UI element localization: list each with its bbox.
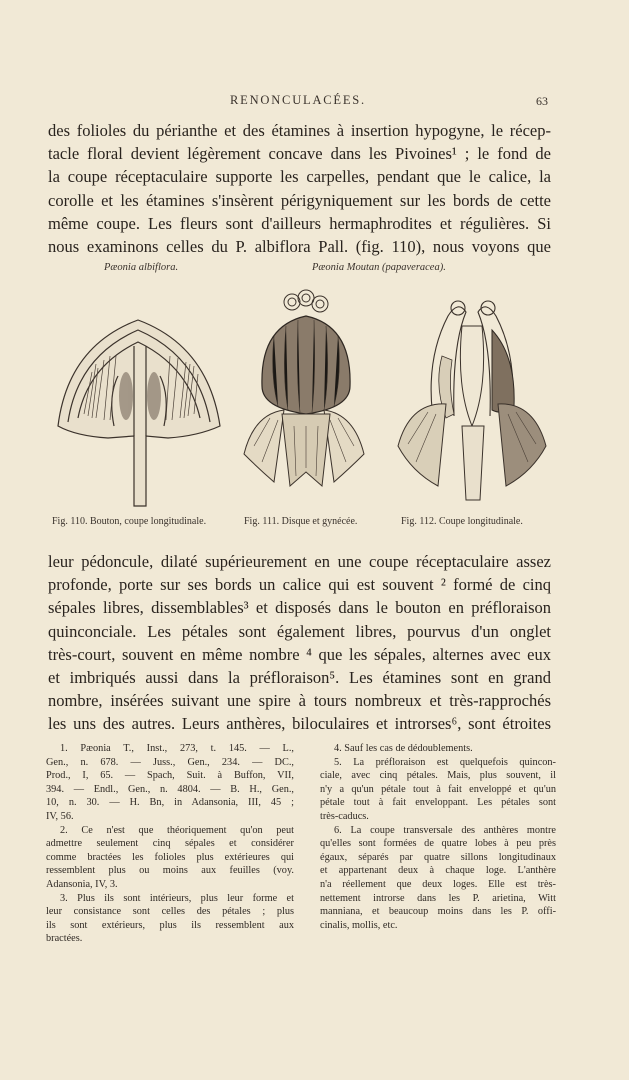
species-label-right: Pæonia Moutan (papaveracea).	[312, 262, 446, 273]
footnote-line: 10, n. 30. — H. Bn, in Adansonia, III, 45 ;	[46, 797, 294, 809]
text-line: leur pédoncule, dilaté supérieurement en une coupe réceptaculaire assez	[48, 552, 551, 571]
species-label-left: Pæonia albiflora.	[104, 262, 179, 273]
figure-plate	[48, 256, 558, 536]
footnote-line: admettre seulement cinq sépales et considérer	[46, 838, 294, 850]
footnote-line: 394. — Endl., Gen., n. 4804. — B. H., Gen.,	[46, 783, 294, 795]
footnote-line: ciale, avec cinq pétales. Mais, plus souvent, il	[320, 770, 556, 782]
figure-caption-112: Fig. 112. Coupe longitudinale.	[401, 516, 523, 527]
paragraph-mid	[48, 550, 551, 736]
text-line: même coupe. Les fleurs sont d'ailleurs hermaphrodites et régulières. Si	[48, 213, 551, 233]
footnote-line: comme bractées les folioles plus extérieures qui	[46, 851, 294, 863]
footnote-line: et appartenant deux à chaque loge. L'anthère	[320, 865, 556, 877]
footnotes-right-column	[320, 742, 556, 932]
footnote-line: nettement introrse dans les P. arietina, Witt	[320, 892, 556, 904]
text-line: les uns des autres. Leurs anthères, biloculaires et introrses⁶, sont étroites	[48, 714, 551, 734]
footnote-line: n'a réellement que deux loges. Elle est très-	[320, 878, 556, 890]
footnote-line: Adansonia, IV, 3.	[46, 878, 118, 890]
footnote-line: 3. Plus ils sont intérieurs, plus leur forme et	[60, 892, 294, 904]
footnote-line: Gen., n. 678. — Juss., Gen., 234. — DC.,	[46, 756, 294, 768]
footnote-line: 2. Ce n'est que théoriquement qu'on peut	[60, 824, 294, 836]
running-title: RENONCULACÉES.	[230, 93, 366, 107]
footnote-line: 1. Pæonia T., Inst., 273, t. 145. — L.,	[60, 743, 294, 754]
footnote-line: pétale tout à fait enveloppant. Les pétales sont	[320, 797, 556, 809]
figure-110-bud-section	[48, 286, 228, 510]
text-line: des folioles du périanthe et des étamines à insertion hypogyne, le récep-	[48, 121, 551, 140]
text-line: sépales libres, dissemblables³ et disposés dans le bouton en préfloraison	[48, 598, 551, 618]
footnote-line: égaux, séparés par quatre sillons longitudinaux	[320, 851, 556, 863]
footnote-line: qu'elles sont formées de quatre lobes à peu près	[320, 838, 556, 850]
running-head	[0, 93, 629, 111]
figure-112-longitudinal-section	[392, 286, 552, 510]
text-line: tacle floral devient légèrement concave dans les Pivoines¹ ; le fond de	[48, 144, 551, 164]
footnote-line: n'y a qu'un pétale tout à fait enveloppé et qu'un	[320, 783, 556, 795]
paragraph-top	[48, 119, 551, 258]
text-line: nous examinons celles du P. albiflora Pall. (fig. 110), nous voyons que	[48, 236, 551, 256]
footnote-line: très-caducs.	[320, 810, 369, 822]
footnote-line: Prod., I, 65. — Spach, Suit. à Buffon, VII,	[46, 770, 294, 782]
text-line: corolle et les étamines s'insèrent périgyniquement sur les bords de cette	[48, 190, 551, 210]
text-line: et imbriqués aussi dans la préfloraison⁵. Les étamines sont en grand	[48, 667, 551, 687]
footnote-line: IV, 56.	[46, 810, 74, 822]
figure-caption-111: Fig. 111. Disque et gynécée.	[244, 516, 358, 527]
footnote-line: cinalis, mollis, etc.	[320, 919, 398, 931]
footnote-line: 5. La préfloraison est quelquefois quincon-	[334, 756, 556, 768]
text-line: quinconciale. Les pétales sont également libres, pourvus d'un onglet	[48, 621, 551, 641]
figure-caption-110: Fig. 110. Bouton, coupe longitudinale.	[52, 516, 207, 527]
footnote-line: ressemblent plus ou moins aux feuilles (voy.	[46, 865, 294, 877]
footnote-line: bractées.	[46, 933, 83, 945]
text-line: profonde, porte sur ses bords un calice qui est souvent ² formé de cinq	[48, 575, 551, 595]
page-number: 63	[536, 94, 548, 108]
footnote-line: 4. Sauf les cas de dédoublements.	[334, 743, 473, 754]
text-line: la coupe réceptaculaire supporte les carpelles, pendant que le calice, la	[48, 167, 551, 187]
footnote-line: 6. La coupe transversale des anthères montre	[334, 824, 556, 836]
footnotes-left-column	[46, 742, 294, 946]
text-line: nombre, insérées suivant une spire à tours nombreux et très-rapprochés	[48, 691, 551, 711]
footnote-line: ils sont extérieurs, plus ils ressemblent aux	[46, 919, 294, 931]
text-line: très-court, souvent en même nombre ⁴ que les sépales, alternes avec eux	[48, 644, 551, 664]
footnote-line: leur consistance sont celles des pétales ; plus	[46, 906, 294, 918]
footnote-line: manniana, et beaucoup moins dans les P. offi-	[320, 906, 556, 918]
figure-111-disc-gynoecium	[234, 286, 374, 510]
